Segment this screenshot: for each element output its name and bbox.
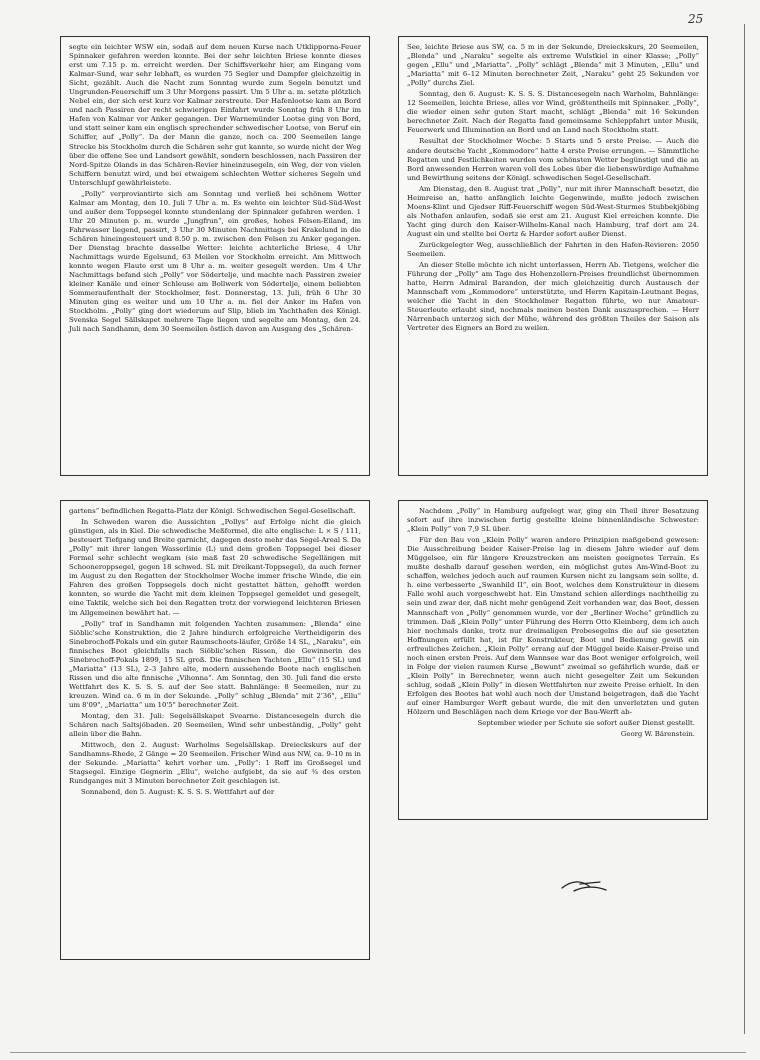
clipping-closing-line: September wieder per Schute sie sofort außer Dienst gestellt. bbox=[477, 719, 695, 728]
newspaper-clipping-top-left bbox=[60, 36, 370, 476]
clipping-paragraph: Am Dienstag, den 8. August trat „Polly“, nur mit ihrer Mannschaft besetzt, die Heimreise an, hatte anfänglich leichte Gegenwinde, mußte jedoch zwischen Moens-Klint und Gjedser Riff-Feuerschiff wegen Süd-West-Sturmes Stubbekjöbing als Nothafen anlaufen, sodaß sie erst am 21. August Kiel erreichen konnte. Die Yacht ging durch den Kaiser-Wilhelm-Kanal nach Hamburg, traf dort am 24. August ein und stellte bei Oertz & Harder sofort außer Dienst. bbox=[407, 184, 699, 238]
right-margin-rule bbox=[744, 24, 745, 1034]
newspaper-clipping-bottom-left bbox=[60, 500, 370, 960]
clipping-paragraph: An dieser Stelle möchte ich nicht unterlassen, Herrn Ab. Tietgens, welcher die Führung der „Polly“ am Tage des Hohenzollern-Preises freundlichst übernommen hatte, Herrn Admiral Barandon, der mich gleichzeitig durch Austausch der Mannschaft vom „Kommodore“ unterstützte, und Herrn Kapitain-Leutnant Begas, welcher die Yacht in den Stockholmer Regatten führte, wo nur Amateur-Steuerleute erlaubt sind, nochmals meinen besten Dank auszusprechen. — Herr Närrenbach unterzog sich der Mühe, während des größten Theiles der Saison als Vertreter des Eigners an Bord zu weilen. bbox=[407, 261, 699, 333]
clipping-paragraph: Mittwoch, den 2. August: Warholms Segelsällskap. Dreieckskurs auf der Sandhamns-Rhede, 2 Gänge = 20 Seemeilen. Frischer Wind aus NW, ca. 9–10 m in der Sekunde. „Mariatta“ kehrt vorher um. „Polly“: 1 Reff im Großsegel und Stagsegel. Einzige Gegnerin „Ellu“, welche aufgiebt, da sie auf ¾ des ersten Rundganges mit 3 Minuten berechneter Zeit geschlagen ist. bbox=[69, 741, 361, 786]
clipping-paragraph: In Schweden waren die Aussichten „Pollys“ auf Erfolge nicht die gleich günstigen, als in Kiel. Die schwedische Meßformel, die alte englische: L × S / 111, besteuert Tiefgang und Breite garnicht, dagegen desto mehr das Segel-Areal S. Da „Polly“ mit ihrer langen Wasserlinie (L) und dem großen Toppsegel bei dieser Formel sehr schlecht wegkam (sie maß fast 20 schwedische Segellängen mit Schooneroppsegel, gegen 18 schwed. SL mit Dreikant-Toppsegel), da auch ferner im August zu den Regatten der Stockholmer Woche immer frische Winde, die ein Fahren des großen Toppsegels doch nicht gestattet hätten, gehofft werden konnten, so wurde die Yacht mit dem kleinen Toppsegel gemeldet und gesegelt, eine Taktik, welche sich bei den Regatten trotz der vorwiegend leichteren Briesen im Allgemeinen bewährt hat. — bbox=[69, 518, 361, 617]
clipping-paragraph: Für den Bau von „Klein Polly“ waren andere Prinzipien maßgebend gewesen: Die Ausschreibung beider Kaiser-Preise lag in diesem Jahre wieder auf dem Müggelsee, ein für längere Kreuzstrecken am meisten geeignetes Terrain. Es mußte deshalb darauf gesehen werden, ein möglichst gutes Am-Wind-Boot zu schaffen, welches jedoch auch auf raumen Kursen nicht zu langsam sein sollte, d. h. eine verbesserte „Swanhild II“, ein Boot, welches dem Konstrukteur in diesem Falle wohl auch vorgeschwebt hat. Ein Umstand schien allerdings nachtheilig zu sein und zwar der, daß nicht mehr genügend Zeit vorhanden war, das Boot, dessen Mannschaft von „Polly“ genommen wurde, vor der „Berliner Woche“ gründlich zu trimmen. Daß „Klein Polly“ unter Führung des Herrn Otto Kleinberg, dem ich auch hier nochmals danke, trotz nur dreimaligen Probesegelns die auf sie gesetzten Hoffnungen erfüllt hat, ist für Konstrukteur, Boot und Bedienung gewiß ein erfreuliches Zeichen. „Klein Polly“ errang auf der Müggel beide Kaiser-Preise und noch einen ersten Preis. Auf dem Wannsee war das Boot weniger erfolgreich, weil in Folge der vielen raumen Kurse „Bewunt“ zweimal so gefährlich wurde, daß er „Klein Polly“ in Berechneter, wenn auch nicht gesegelter Zeit um Sekunden schlug, sodaß „Klein Polly“ in diesen Wettfahrten nur zweite Preise erhielt. In den Erfolgen des Bootes hat wohl auch noch der Umstand beigetragen, daß die Yacht auf einer Hamburger Werft gebaut wurde, die mit den unverletzten und guten Hölzern und Beschlägen nach dem Kriege vor der Bau-Werft ab- bbox=[407, 536, 699, 717]
clipping-paragraph: gartens“ befindlichen Regatta-Platz der Königl. Schwedischen Segel-Gesellschaft. bbox=[69, 507, 356, 515]
author-signature: Georg W. Bärenstein. bbox=[620, 730, 695, 739]
clipping-paragraph: Nachdem „Polly“ in Hamburg aufgelegt war, ging ein Theil ihrer Besatzung sofort auf ihre inzwischen fertig gestellte kleine binnenländische Schwester: „Klein Polly“ von 7,9 SL über. bbox=[407, 507, 699, 534]
clipping-paragraph: segte ein leichter WSW ein, sodaß auf dem neuen Kurse nach Utklipporna-Feuer Spinnaker gefahren werden konnte. Bei der sehr leichten Briese konnte dieses erst um 7.15 p. m. erreicht werden. Der Schiffsverkehr hier, am Eingang vom Kalmar-Sund, war sehr lebhaft, es wurden 75 Segler und Dampfer gleichzeitig in Sicht, gezählt. Auch die Nacht zum Sonntag wurde zum Segeln benutzt und Ungrunden-Feuerschiff um 3 Uhr Morgens passirt. Um 5 Uhr a. m. setzte plötzlich Nebel ein, der sich erst kurz vor Kalmar zerstreute. Der Hafenlootse kam an Bord und nach Passiren der recht schwierigen Einfahrt wurde Sonntag früh 8 Uhr im Hafen von Kalmar vor Anker gegangen. Der Warnemünder Lootse ging von Bord, und statt seiner kam ein englisch sprechender schwedischer Lootse, von Beruf ein Schiffer, auf „Polly“. Da der Mann die ganze, noch ca. 200 Seemeilen lange Strecke bis Stockholm durch die Schären sehr gut kannte, so wurde nicht der Weg über die offene See und Landsort gewählt, sondern beschlossen, nach Passiren der Nord-Spitze Olands in das Schären-Revier hineinzusegeln, ein Weg, der von vielen Schiffern benutzt wird, und bei etwaigem schlechten Wetter sicheres Segeln und Unterschlupf gewährleistete. bbox=[69, 43, 361, 187]
decorative-flourish-icon bbox=[560, 878, 610, 894]
page-number: 25 bbox=[688, 12, 704, 26]
clipping-paragraph: „Polly“ traf in Sandhamn mit folgenden Yachten zusammen: „Blenda“ eine Siöblic'sche Konstruktion, die 2 Jahre hindurch erfolgreiche Vertheidigerin des Sinebrochoff-Pokals und ein guter Raumschoots-läufer, Größe 14 SL, „Naraku“, ein finnisches Boot gleichfalls nach Siöblic'schen Rissen, die Gewinnerin des Sinebrochoff-Pokals 1899, 15 SL groß. Die finnischen Yachten „Ellu“ (15 SL) und „Mariatta“ (13 SL), 2–3 Jahre alte, modern aussehende Boote nach englischen Rissen und die alte finnische „Vihonna“. Am Sonntag, den 30. Juli fand die erste Wettfahrt des K. S. S. S. auf der See statt. Bahnlänge: 8 Seemeilen, nur zu kreuzen. Wind ca. 6 m in der Sekunde. „Polly“ schlug „Blenda“ mit 2'36", „Ellu“ um 8'09", „Mariatta“ um 10'5" berechneter Zeit. bbox=[69, 619, 361, 709]
clipping-paragraph: Sonntag, den 6. August: K. S. S. S. Distancesegeln nach Warholm, Bahnlänge: 12 Seemeilen, leichte Briese, alles vor Wind, größtentheils mit Spinnaker. „Polly“, die wieder einen sehr guten Start macht, schlägt „Blenda“ mit 16 Sekunden berechneter Zeit. Nach der Regatta fand gemeinsame Schleppfahrt unter Musik, Feuerwerk und Illumination an Bord und an Land nach Stockholm statt. bbox=[407, 90, 699, 135]
clipping-paragraph: Resultat der Stockholmer Woche: 5 Starts und 5 erste Preise. — Auch die andere deutsche Yacht „Kommodore“ hatte 4 erste Preise errungen. — Sämmtliche Regatten und Festlichkeiten wurden vom schönsten Wetter begünstigt und die an Bord anwesenden Herren waren voll des Lobes über die liebenswürdige Aufnahme und Bewirthung seitens der Königl. schwedischen Segel-Gesellschaft. bbox=[407, 137, 699, 182]
bottom-margin-rule bbox=[10, 1052, 746, 1053]
newspaper-clipping-bottom-right bbox=[398, 500, 708, 820]
newspaper-clipping-top-right bbox=[398, 36, 708, 476]
clipping-paragraph: See, leichte Briese aus SW, ca. 5 m in der Sekunde, Dreieckskurs, 20 Seemeilen, „Blenda“ und „Naraku“ segelte als extreme Wulstkiel in einer Klasse; „Polly“ gegen „Ellu“ und „Mariatta“. „Polly“ schlägt „Blenda“ mit 3 Minuten, „Ellu“ und „Mariatta“ mit 6–12 Minuten berechneter Zeit, „Naraku“ geht 25 Sekunden vor „Polly“ durchs Ziel. bbox=[407, 43, 699, 88]
clipping-paragraph: Zurückgelegter Weg, ausschließlich der Fahrten in den Hafen-Revieren: 2050 Seemeilen. bbox=[407, 240, 699, 259]
clipping-paragraph: Sonnabend, den 5. August: K. S. S. S. Wettfahrt auf der bbox=[81, 788, 275, 797]
clipping-paragraph: „Polly“ verproviantirte sich am Sonntag und verließ bei schönem Wetter Kalmar am Montag, den 10. Juli 7 Uhr a. m. Es wehte ein leichter Süd-Süd-West und außer dem Toppsegel konnte stundenlang der Spinnaker gefahren werden. 1 Uhr 20 Minuten p. m. wurde „Jungfrun“, ein großes, hohes Felsen-Eiland, im Fahrwasser liegend, passirt, 3 Uhr 30 Minuten Nachmittags bei Krakelund in die Schären hineingesteuert und 8.50 p. m. zwischen den Felsen zu Anker gegangen. Der Dienstag brachte dasselbe Wetter: leichte achterliche Briese, 4 Uhr Nachmittags wurde Egelsund, 63 Meilen vor Stockholm erreicht. Am Mittwoch konnte wegen Flaute erst um 8 Uhr a. m. weiter gesegelt werden. Um 4 Uhr Nachmittags befand sich „Polly“ vor Södertelje, und machte nach Passiren zweier kleiner Kanäle und einer Schleuse am Bollwerk von Södertelje, einem beliebten Sommeraufenthalt der Stockholmer, fest. Donnerstag, 13. Juli, früh 6 Uhr 30 Minuten ging es weiter und um 10 Uhr a. m. fiel der Anker im Hafen von Stockholm. „Polly“ ging dort wiederum auf Slip, blieb im Yachthafen des Königl. Svenska Segel Sällskapet mehrere Tage liegen und segelte am Montag, den 24. Juli nach Sandhamn, dem 30 Seemeilen östlich davon am Ausgang des „Schären- bbox=[69, 189, 361, 334]
clipping-paragraph: Montag, den 31. Juli: Segelsällskapet Svearne. Distancesegeln durch die Schären nach Saltsjöbaden. 20 Seemeilen, Wind sehr unbeständig, „Polly“ geht allein über die Bahn. bbox=[69, 712, 361, 739]
